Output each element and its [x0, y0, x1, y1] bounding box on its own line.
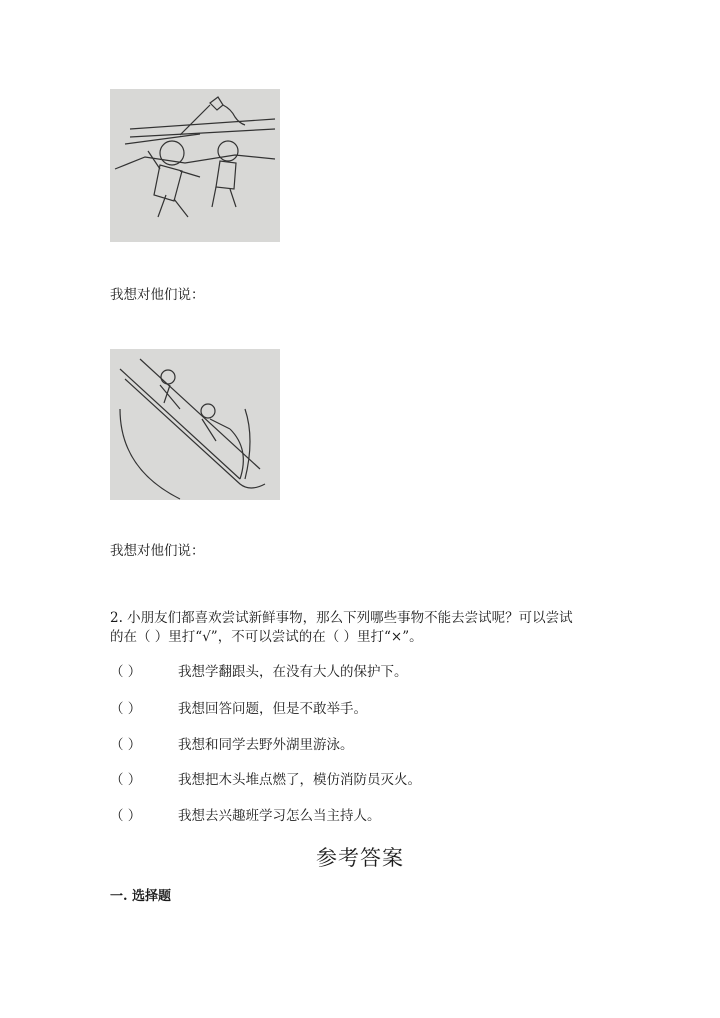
option-4-text: 我想把木头堆点燃了，模仿消防员灭火。 — [178, 772, 421, 788]
option-2-answer-blank[interactable]: （ ） — [110, 701, 142, 717]
option-3 — [110, 733, 354, 753]
option-5-text: 我想去兴趣班学习怎么当主持人。 — [178, 808, 381, 824]
option-2-text: 我想回答问题，但是不敢举手。 — [178, 701, 367, 717]
answer-key-title: 参考答案 — [316, 846, 404, 870]
option-5-answer-blank[interactable]: （ ） — [110, 808, 142, 824]
option-2 — [110, 697, 367, 717]
option-5 — [110, 804, 381, 824]
kite-power-lines-drawing — [110, 89, 280, 242]
option-1 — [110, 660, 408, 680]
question-2-line-2: 的在（ ）里打“√”，不可以尝试的在（ ）里打“×”。 — [110, 629, 423, 645]
illustration-kite-power-lines — [110, 89, 280, 242]
section-title-multiple-choice: 一. 选择题 — [110, 889, 172, 904]
question-2-line-1: 2. 小朋友们都喜欢尝试新鲜事物，那么下列哪些事物不能去尝试呢？可以尝试 — [110, 610, 573, 626]
escalator-drawing — [110, 349, 280, 500]
option-1-text: 我想学翻跟头，在没有大人的保护下。 — [178, 664, 408, 680]
option-4 — [110, 768, 421, 788]
option-3-answer-blank[interactable]: （ ） — [110, 737, 142, 753]
illustration-escalator — [110, 349, 280, 500]
option-1-answer-blank[interactable]: （ ） — [110, 664, 142, 680]
prompt-second: 我想对他们说： — [110, 543, 205, 559]
prompt-first: 我想对他们说： — [110, 287, 205, 303]
option-4-answer-blank[interactable]: （ ） — [110, 772, 142, 788]
option-3-text: 我想和同学去野外湖里游泳。 — [178, 737, 354, 753]
